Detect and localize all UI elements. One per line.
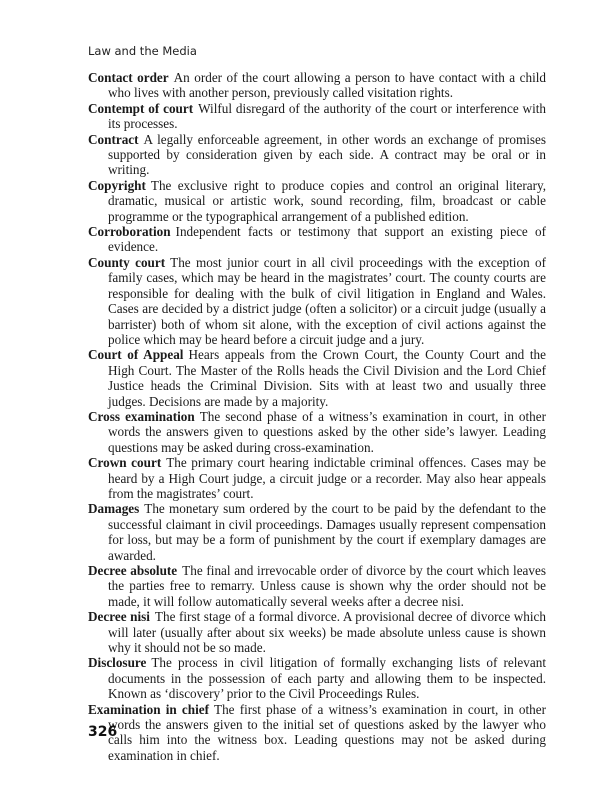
glossary-entry bbox=[88, 609, 546, 655]
page-number: 326 bbox=[88, 724, 118, 740]
glossary-entry bbox=[88, 501, 546, 563]
entry-definition: The second phase of a witness’s examination in court, in other words the answers given to questions asked by the other side’s lawyer. Leading questions may be asked during cross-examination. bbox=[108, 408, 546, 455]
entry-term: Crown court bbox=[88, 455, 162, 471]
entry-term: Cross examination bbox=[88, 408, 195, 424]
glossary-entries bbox=[88, 70, 546, 763]
entry-definition: The most junior court in all civil proceedings with the exception of family cases, which may be heard in the magistrates’ court. The county courts are responsible for dealing with the bulk of civil litigation in England and Wales. Cases are decided by a district judge (often a solicitor) or a circuit judge (usually a barrister) both of whom sit alone, with the exception of civil actions against the police which may be heard before a circuit judge and a jury. bbox=[108, 254, 546, 347]
entry-term: Contract bbox=[88, 131, 139, 147]
entry-term: Copyright bbox=[88, 177, 146, 193]
entry-definition: Hears appeals from the Crown Court, the County Court and the High Court. The Master of the Rolls heads the Civil Division and the Lord Chief Justice heads the Criminal Division. Sits with at least two and usually three judges. Decisions are made by a majority. bbox=[108, 347, 546, 409]
entry-term: Corroboration bbox=[88, 224, 171, 240]
entry-term: Decree absolute bbox=[88, 563, 178, 578]
running-head: Law and the Media bbox=[88, 44, 197, 58]
glossary-entry bbox=[88, 255, 546, 347]
entry-term: Contact order bbox=[88, 70, 169, 85]
entry-definition: The monetary sum ordered by the court to be paid by the defendant to the successful claimant in civil proceedings. Damages usually represent compensation for loss, but may be a form of punishment by the court if exemplary damages are awarded. bbox=[108, 501, 546, 563]
entry-definition: An order of the court allowing a person to have contact with a child who lives with another person, previously called visitation rights. bbox=[108, 70, 546, 101]
entry-term: Decree nisi bbox=[88, 609, 150, 625]
entry-definition: Independent facts or testimony that support an existing piece of evidence. bbox=[108, 224, 546, 255]
entry-term: Contempt of court bbox=[88, 100, 194, 116]
entry-term: Examination in chief bbox=[88, 701, 210, 717]
entry-definition: The final and irrevocable order of divorce by the court which leaves the parties free to remarry. Unless cause is shown why the order should not be made, it will follow automatically several weeks after a decree nisi. bbox=[108, 563, 546, 609]
glossary-entry bbox=[88, 563, 546, 609]
entry-definition: Wilful disregard of the authority of the court or interference with its processes. bbox=[108, 100, 546, 132]
glossary-entry bbox=[88, 101, 546, 132]
entry-definition: The first stage of a formal divorce. A provisional decree of divorce which will later (usually after about six weeks) be made absolute unless cause is shown why it should not be so made. bbox=[108, 609, 546, 656]
entry-term: Disclosure bbox=[88, 655, 147, 671]
glossary-entry bbox=[88, 178, 546, 224]
entry-term: Court of Appeal bbox=[88, 347, 184, 363]
entry-term: Damages bbox=[88, 501, 140, 517]
glossary-entry bbox=[88, 702, 546, 764]
entry-definition: The primary court hearing indictable criminal offences. Cases may be heard by a High Court judge, a circuit judge or a recorder. May also hear appeals from the magistrates’ court. bbox=[108, 455, 546, 501]
glossary-entry bbox=[88, 455, 546, 501]
entry-definition: The process in civil litigation of formally exchanging lists of relevant documents in the possession of each party and allowing them to be inspected. Known as ‘discovery’ prior to the Civil Proceedings Rules. bbox=[108, 655, 546, 702]
glossary-entry bbox=[88, 409, 546, 455]
glossary-entry bbox=[88, 70, 546, 101]
entry-definition: A legally enforceable agreement, in other words an exchange of promises supported by consideration given by each side. A contract may be oral or in writing. bbox=[108, 131, 546, 178]
glossary-entry bbox=[88, 224, 546, 255]
glossary-entry bbox=[88, 655, 546, 701]
entry-definition: The first phase of a witness’s examination in court, in other words the answers given to the initial set of questions asked by the lawyer who calls him into the witness box. Leading questions may not be asked during examination in chief. bbox=[108, 701, 546, 763]
glossary-entry bbox=[88, 347, 546, 409]
glossary-entry bbox=[88, 132, 546, 178]
entry-definition: The exclusive right to produce copies and control an original literary, dramatic, musical or artistic work, sound recording, film, broadcast or cable programme or the typographical arrangement of a published edition. bbox=[108, 177, 546, 224]
entry-term: County court bbox=[88, 254, 166, 270]
